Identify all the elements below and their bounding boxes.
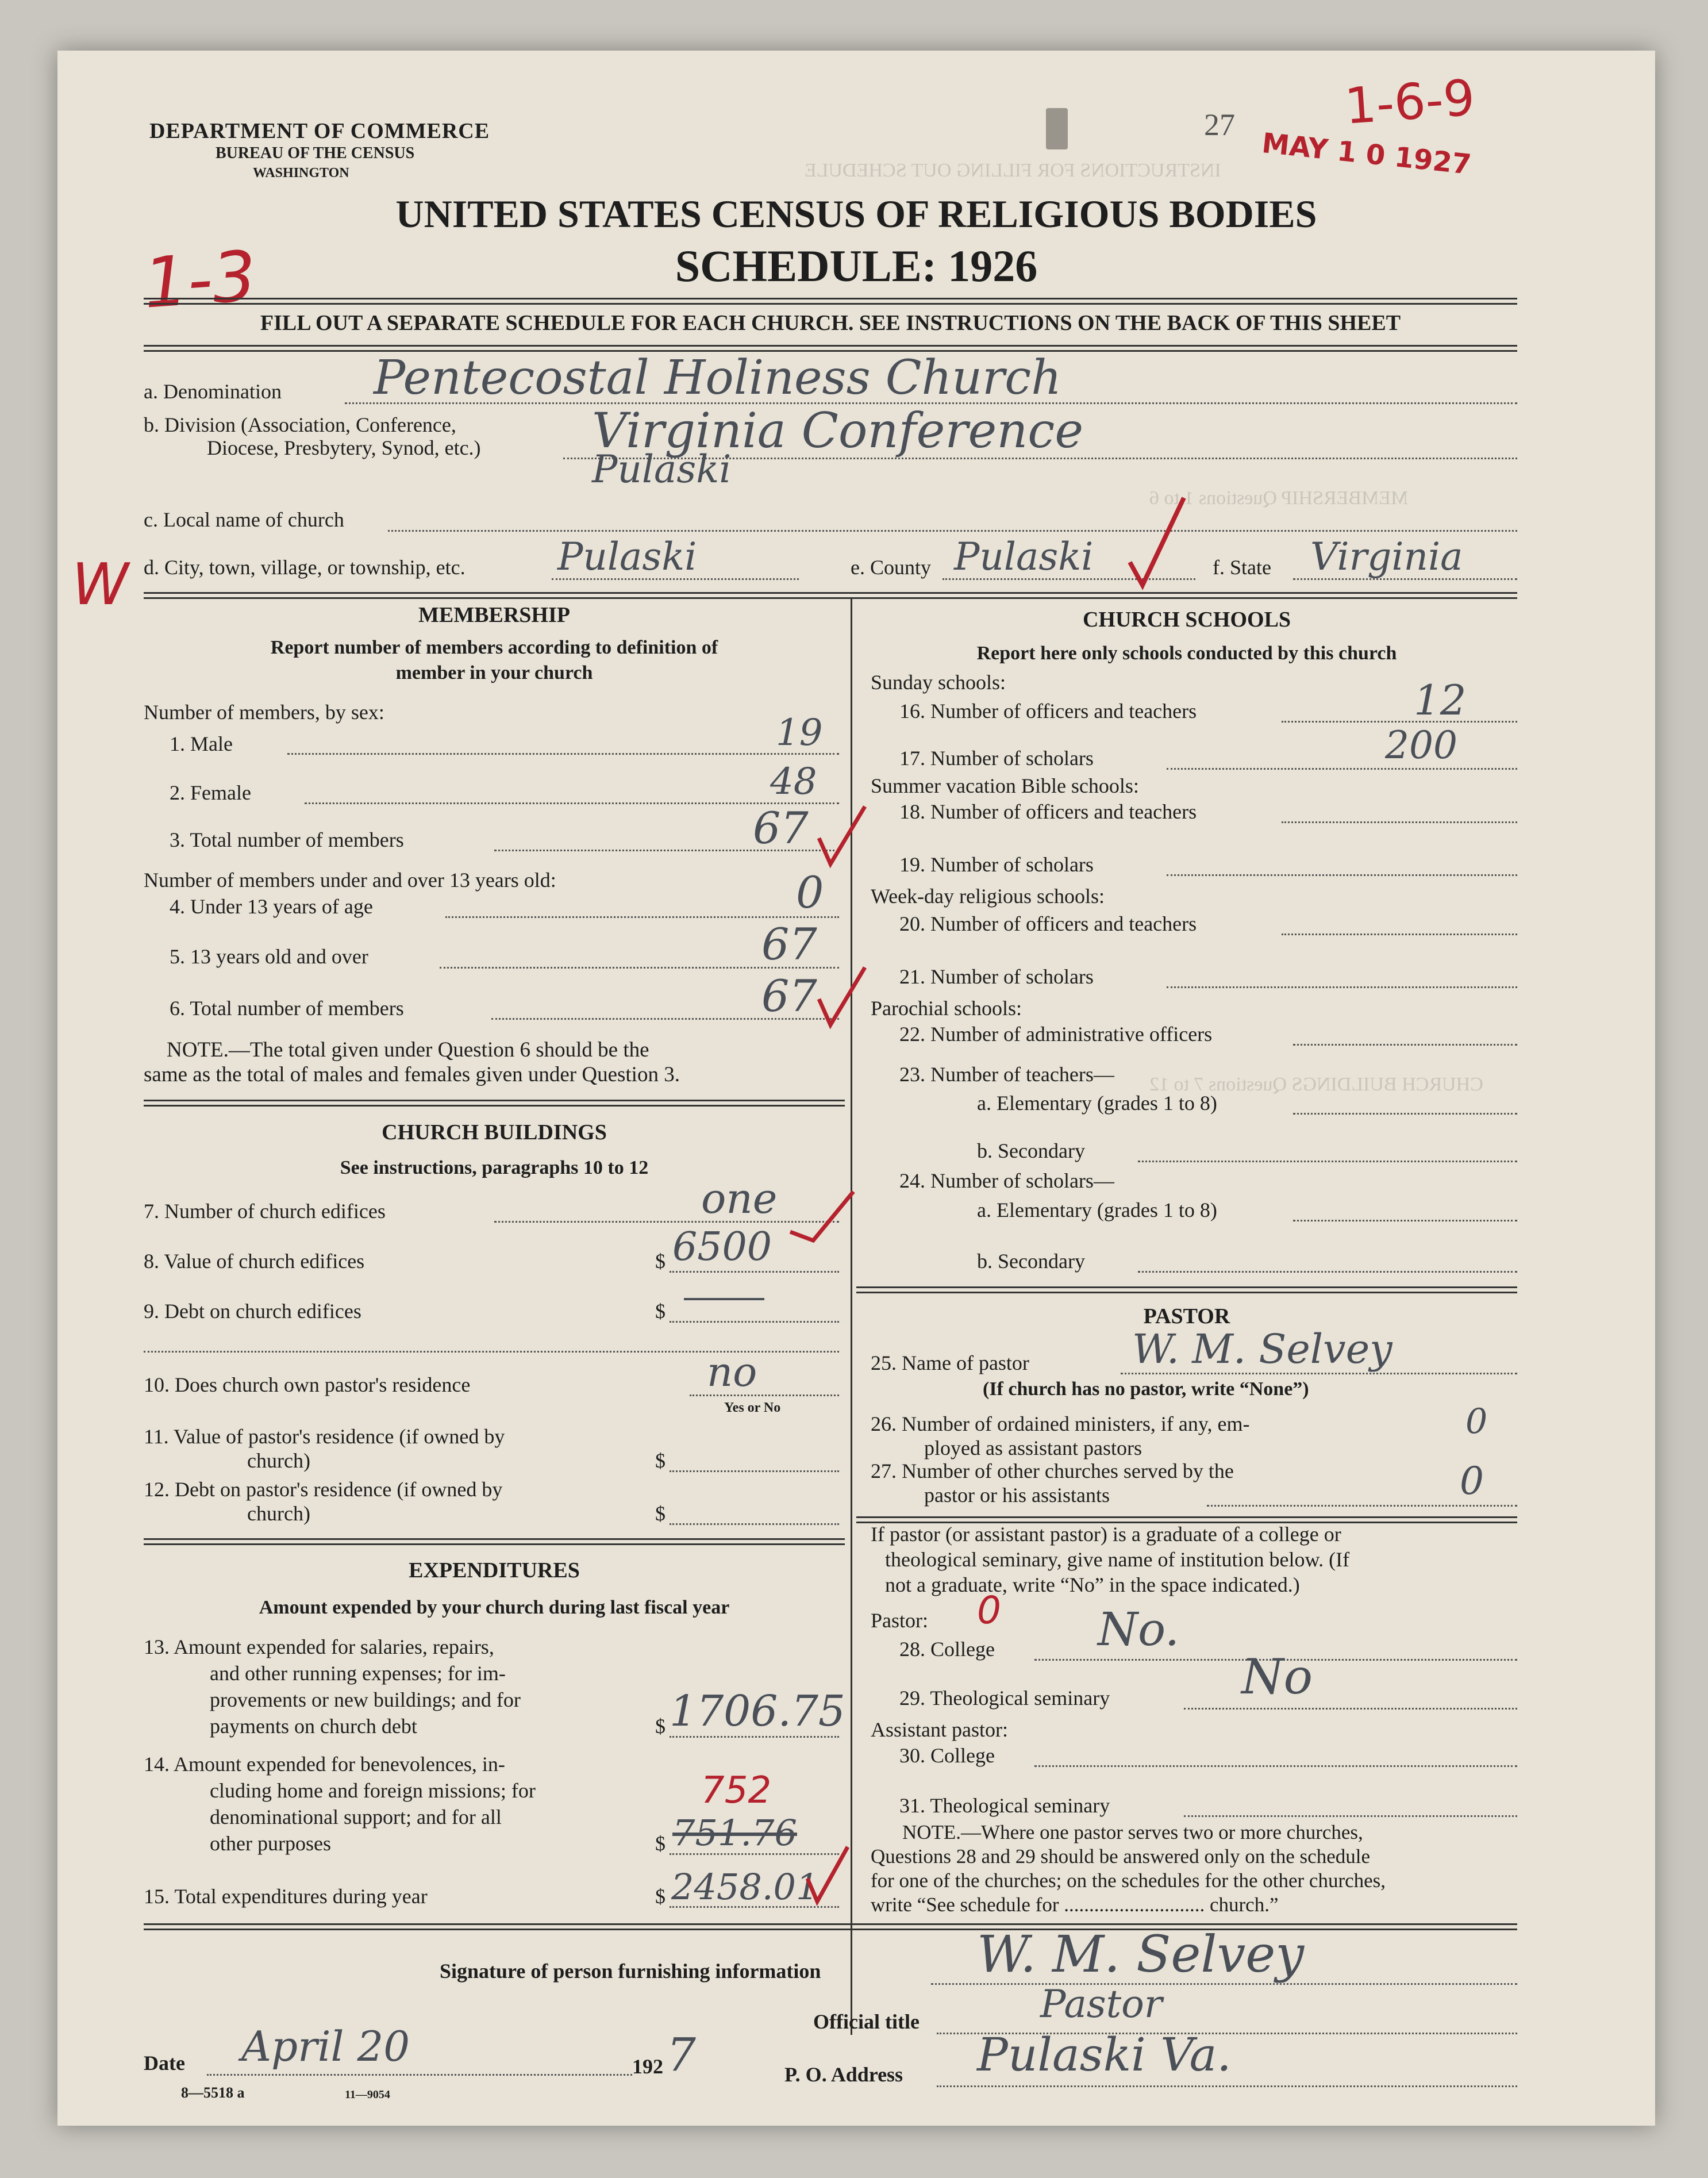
- signature-value: W. M. Selvey: [977, 1925, 1305, 1984]
- q15-value: 2458.01: [671, 1866, 819, 1908]
- q13-line-3: provements or new buildings; and for: [210, 1688, 521, 1711]
- county-value: Pulaski: [954, 535, 1094, 579]
- red-check-mark: [805, 1844, 851, 1907]
- pastor-heading: PASTOR: [1143, 1304, 1230, 1328]
- q24b-line: [1138, 1271, 1517, 1273]
- official-title-value: Pastor: [1040, 1982, 1163, 2026]
- q29-label: 29. Theological seminary: [899, 1687, 1110, 1710]
- pastor-note-4: write “See schedule for ............................ church.”: [871, 1893, 1279, 1916]
- reverse-side-text: CHURCH BUILDINGS Questions 7 to 12: [1149, 1074, 1483, 1095]
- q19-label: 19. Number of scholars: [899, 853, 1094, 876]
- membership-sub-2: member in your church: [395, 662, 593, 683]
- membership-heading: MEMBERSHIP: [418, 603, 570, 627]
- q7-value: one: [701, 1174, 778, 1223]
- division-value: Virginia Conference: [592, 402, 1084, 459]
- bureau-name: BUREAU OF THE CENSUS: [216, 144, 415, 162]
- q28-value: No.: [1098, 1603, 1180, 1656]
- q31-line: [1184, 1815, 1517, 1817]
- year-prefix: 192: [632, 2055, 663, 2078]
- bureau-city: WASHINGTON: [253, 166, 349, 180]
- q11-dollar: $: [655, 1449, 665, 1472]
- buildings-heading: CHURCH BUILDINGS: [382, 1120, 607, 1144]
- q30-label: 30. College: [899, 1744, 995, 1767]
- q4-line: [445, 916, 839, 918]
- q14-value-struck: 751.76: [672, 1812, 797, 1854]
- expenditures-heading: EXPENDITURES: [409, 1558, 580, 1582]
- membership-sub-1: Report number of members according to definition of: [270, 637, 718, 658]
- membership-note-1: NOTE.—The total given under Question 6 should be the: [167, 1038, 649, 1062]
- po-address-label: P. O. Address: [784, 2063, 903, 2086]
- q27-line: [1207, 1505, 1517, 1507]
- graduate-instruction-3: not a graduate, write “No” in the space indicated.): [885, 1573, 1300, 1596]
- local-name-value: Pulaski: [592, 447, 732, 491]
- q28-label: 28. College: [899, 1638, 995, 1661]
- q11-label-2: church): [247, 1449, 310, 1472]
- q17-line: [1167, 768, 1517, 770]
- received-date-stamp: MAY 1 0 1927: [1260, 127, 1473, 181]
- q10-value: no: [707, 1349, 757, 1396]
- left-code: 1-3: [141, 236, 259, 324]
- state-label: f. State: [1213, 556, 1271, 579]
- county-label: e. County: [851, 556, 931, 579]
- q9-dash: [684, 1298, 764, 1300]
- denomination-value: Pentecostal Holiness Church: [374, 351, 1062, 405]
- q16-line: [1282, 721, 1517, 723]
- reverse-side-text: INSTRUCTIONS FOR FILLING OUT SCHEDULE: [805, 160, 1221, 181]
- q9-label: 9. Debt on church edifices: [144, 1300, 361, 1323]
- q9-line: [670, 1321, 839, 1323]
- q14-line-4: other purposes: [210, 1832, 331, 1855]
- official-title-label: Official title: [813, 2010, 920, 2033]
- census-schedule-sheet: [57, 51, 1655, 2126]
- form-code: 8—5518 a: [181, 2084, 245, 2101]
- q14-line-2: cluding home and foreign missions; for: [210, 1779, 536, 1802]
- q10-hint: Yes or No: [724, 1400, 781, 1415]
- pastor-note-3: for one of the churches; on the schedules for the other churches,: [871, 1869, 1386, 1892]
- q12-label: 12. Debt on pastor's residence (if owned by: [144, 1478, 503, 1501]
- q13-value: 1706.75: [670, 1687, 846, 1736]
- by-age-label: Number of members under and over 13 years old:: [144, 869, 556, 892]
- pastor-note-2: Questions 28 and 29 should be answered only on the schedule: [871, 1845, 1371, 1868]
- q16-value: 12: [1414, 676, 1467, 724]
- q13-field-line: [670, 1736, 839, 1738]
- q24b-label: b. Secondary: [977, 1250, 1085, 1273]
- date-value: April 20: [241, 2022, 410, 2071]
- q9-dollar: $: [655, 1300, 665, 1323]
- graduate-instruction-1: If pastor (or assistant pastor) is a graduate of a college or: [871, 1523, 1341, 1546]
- q14-line-1: 14. Amount expended for benevolences, in-: [144, 1753, 505, 1776]
- q23a-label: a. Elementary (grades 1 to 8): [977, 1092, 1217, 1115]
- parochial-schools-label: Parochial schools:: [871, 997, 1022, 1020]
- schools-sub: Report here only schools conducted by this church: [976, 643, 1397, 664]
- q14-line-3: denominational support; and for all: [210, 1806, 502, 1829]
- q23b-line: [1138, 1161, 1517, 1162]
- schedule-title: SCHEDULE: 1926: [675, 241, 1038, 291]
- q7-label: 7. Number of church edifices: [144, 1200, 386, 1223]
- form-title: UNITED STATES CENSUS OF RELIGIOUS BODIES: [395, 192, 1317, 236]
- q27-line-1: 27. Number of other churches served by the: [871, 1459, 1234, 1482]
- q21-label: 21. Number of scholars: [899, 965, 1094, 988]
- left-mark: W: [72, 551, 129, 618]
- q17-label: 17. Number of scholars: [899, 747, 1094, 770]
- q21-line: [1167, 986, 1517, 988]
- q2-label: 2. Female: [170, 781, 251, 804]
- q3-label: 3. Total number of members: [170, 828, 404, 851]
- q25-line: [1121, 1373, 1517, 1374]
- section-rule: [144, 1538, 845, 1545]
- buildings-sub: See instructions, paragraphs 10 to 12: [340, 1157, 649, 1178]
- q29-value: No: [1241, 1649, 1313, 1705]
- q20-label: 20. Number of officers and teachers: [899, 912, 1197, 935]
- division-label-2: Diocese, Presbytery, Synod, etc.): [207, 436, 481, 459]
- expenditures-sub: Amount expended by your church during last fiscal year: [259, 1597, 730, 1618]
- po-address-value: Pulaski Va.: [977, 2028, 1232, 2081]
- q14-correction: 752: [701, 1769, 772, 1812]
- division-label: b. Division (Association, Conference,: [144, 413, 456, 436]
- year-value: 7: [667, 2028, 696, 2081]
- q4-value: 0: [796, 867, 824, 918]
- schools-heading: CHURCH SCHOOLS: [1082, 608, 1291, 632]
- pastor-note-1: NOTE.—Where one pastor serves two or more churches,: [902, 1821, 1363, 1843]
- q11-line: [670, 1470, 839, 1472]
- denomination-label: a. Denomination: [144, 380, 282, 403]
- red-check-mark: [816, 965, 868, 1034]
- q6-value: 67: [761, 970, 817, 1021]
- q16-label: 16. Number of officers and teachers: [899, 700, 1197, 723]
- q18-line: [1282, 821, 1517, 823]
- city-value: Pulaski: [557, 535, 697, 579]
- q13-line-2: and other running expenses; for im-: [210, 1662, 506, 1685]
- q22-line: [1293, 1044, 1517, 1046]
- q4-label: 4. Under 13 years of age: [170, 895, 373, 918]
- q5-label: 5. 13 years old and over: [170, 945, 368, 968]
- graduate-instruction-2: theological seminary, give name of institution below. (If: [885, 1548, 1350, 1571]
- pastor-subsection-label: Pastor:: [871, 1609, 929, 1632]
- q13-line-1: 13. Amount expended for salaries, repairs,: [144, 1635, 494, 1658]
- date-label: Date: [144, 2052, 185, 2075]
- q1-label: 1. Male: [170, 732, 233, 755]
- weekday-schools-label: Week-day religious schools:: [871, 885, 1105, 908]
- q27-line-2: pastor or his assistants: [924, 1484, 1110, 1507]
- q24a-label: a. Elementary (grades 1 to 8): [977, 1199, 1217, 1221]
- department-name: DEPARTMENT OF COMMERCE: [149, 119, 490, 143]
- red-check-mark: [816, 804, 868, 873]
- by-sex-label: Number of members, by sex:: [144, 701, 384, 724]
- q12-dollar: $: [655, 1502, 665, 1525]
- q31-label: 31. Theological seminary: [899, 1794, 1110, 1817]
- q24-label: 24. Number of scholars—: [899, 1169, 1114, 1192]
- q1-value: 19: [776, 712, 823, 754]
- separate-schedule-instruction: FILL OUT A SEPARATE SCHEDULE FOR EACH CHURCH. SEE INSTRUCTIONS ON THE BACK OF THIS SHEET: [260, 311, 1401, 335]
- q23a-line: [1293, 1113, 1517, 1115]
- section-rule: [144, 1100, 845, 1107]
- po-address-line: [937, 2085, 1517, 2087]
- q12-label-2: church): [247, 1502, 310, 1525]
- q25-value: W. M. Selvey: [1132, 1326, 1392, 1373]
- section-rule: [856, 1286, 1517, 1293]
- q13-line-4: payments on church debt: [210, 1715, 417, 1738]
- city-label: d. City, town, village, or township, etc.: [144, 556, 466, 579]
- red-check-mark: [1126, 493, 1190, 591]
- q5-value: 67: [761, 919, 817, 970]
- q20-line: [1282, 934, 1517, 935]
- q14-dollar: $: [655, 1832, 665, 1855]
- sunday-schools-label: Sunday schools:: [871, 671, 1006, 694]
- q25-hint: (If church has no pastor, write “None”): [983, 1378, 1309, 1400]
- q8-value: 6500: [672, 1224, 772, 1270]
- staple-mark: [1046, 108, 1068, 149]
- q26-line-2: ployed as assistant pastors: [924, 1436, 1142, 1459]
- local-name-line: [388, 530, 1517, 532]
- header-rule: [144, 298, 1517, 305]
- local-name-label: c. Local name of church: [144, 508, 344, 531]
- q22-label: 22. Number of administrative officers: [899, 1023, 1213, 1046]
- q8-dollar: $: [655, 1250, 665, 1273]
- summer-schools-label: Summer vacation Bible schools:: [871, 774, 1139, 797]
- q29-line: [1184, 1708, 1517, 1710]
- corner-code: 1-6-9: [1342, 69, 1477, 136]
- red-check-mark: [787, 1189, 856, 1246]
- q26-line-1: 26. Number of ordained ministers, if any, em-: [871, 1412, 1250, 1435]
- section-rule: [144, 592, 1517, 599]
- assistant-pastor-label: Assistant pastor:: [871, 1718, 1008, 1741]
- q18-label: 18. Number of officers and teachers: [899, 800, 1197, 823]
- q30-line: [1034, 1765, 1517, 1767]
- footer-rule: [144, 1923, 1517, 1930]
- q23b-label: b. Secondary: [977, 1139, 1085, 1162]
- date-line: [207, 2074, 632, 2076]
- pastor-mark: 0: [977, 1588, 1001, 1632]
- q19-line: [1167, 874, 1517, 876]
- q27-value: 0: [1460, 1459, 1484, 1503]
- q12-line: [670, 1523, 839, 1525]
- q8-label: 8. Value of church edifices: [144, 1250, 365, 1273]
- q3-value: 67: [753, 802, 809, 854]
- q15-dollar: $: [655, 1885, 665, 1908]
- state-value: Virginia: [1310, 535, 1463, 579]
- q23-label: 23. Number of teachers—: [899, 1063, 1114, 1086]
- page-number: 27: [1204, 107, 1235, 142]
- q15-label: 15. Total expenditures during year: [144, 1885, 428, 1908]
- print-code: 11—9054: [345, 2088, 390, 2101]
- q8-line: [670, 1271, 839, 1273]
- membership-note-2: same as the total of males and females given under Question 3.: [144, 1063, 680, 1086]
- q24a-line: [1293, 1220, 1517, 1221]
- q1-line: [287, 753, 839, 755]
- q26-value: 0: [1465, 1401, 1488, 1442]
- signature-label: Signature of person furnishing information: [440, 1960, 821, 1983]
- q13-dollar: $: [655, 1715, 665, 1738]
- q2-value: 48: [770, 760, 817, 803]
- q6-label: 6. Total number of members: [170, 997, 404, 1020]
- q10-label: 10. Does church own pastor's residence: [144, 1373, 471, 1396]
- q11-label: 11. Value of pastor's residence (if owned by: [144, 1425, 505, 1448]
- q17-value: 200: [1385, 723, 1457, 767]
- reverse-side-text: MEMBERSHIP Questions 1 to 6: [1149, 487, 1409, 509]
- q25-label: 25. Name of pastor: [871, 1351, 1029, 1374]
